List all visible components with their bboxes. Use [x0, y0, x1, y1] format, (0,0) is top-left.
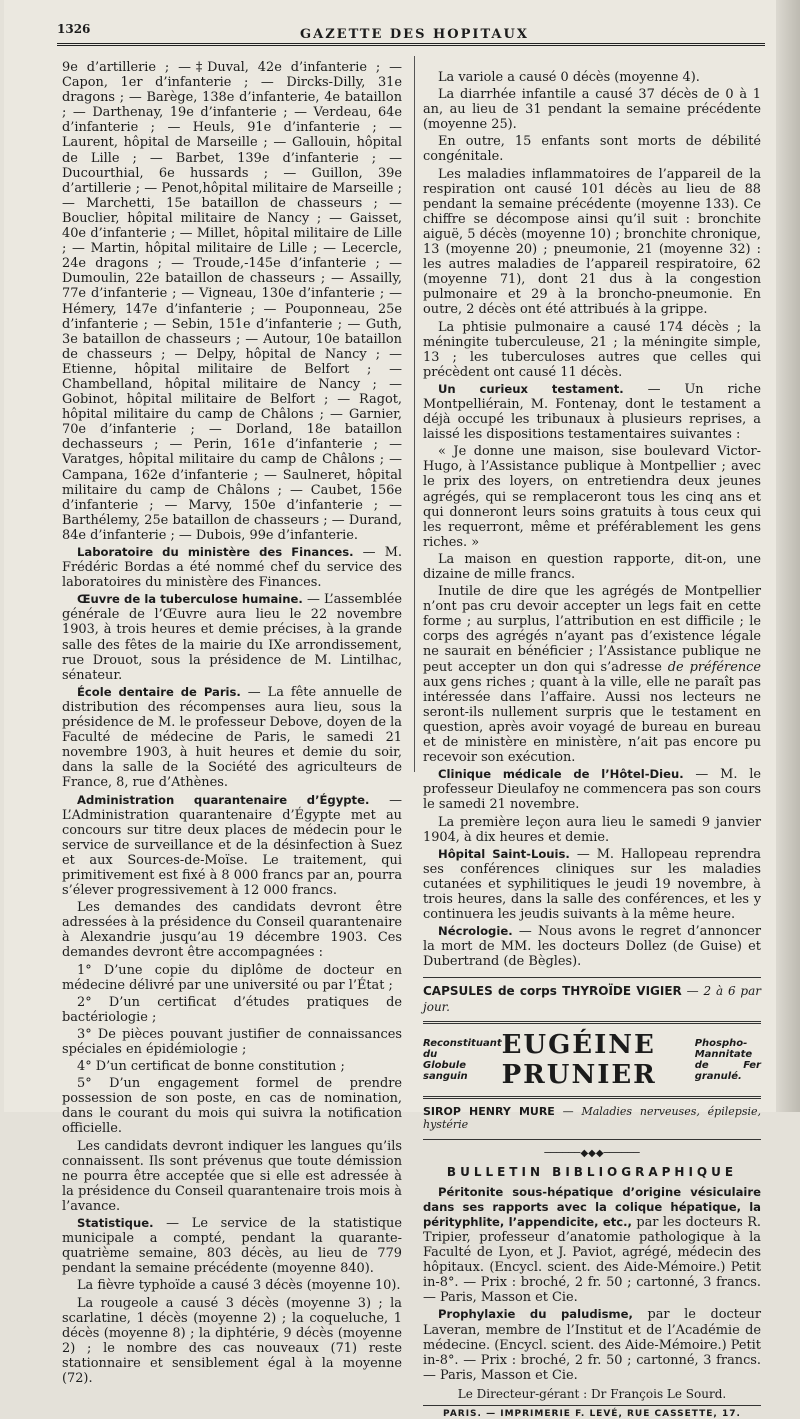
- article-heading: Administration quarantenaire d’Égypte.: [77, 792, 370, 807]
- divider: [423, 1096, 761, 1099]
- article-necrologie: Nécrologie. — Nous avons le regret d’annoncer la mort de MM. les docteurs Dollez (de Guise) et Dubertrand (de Bègles).: [423, 924, 761, 970]
- advert-brand: EUGÉINE PRUNIER: [501, 1029, 657, 1090]
- header-rule: [57, 43, 765, 46]
- article-heading: Laboratoire du ministère des Finances.: [77, 545, 354, 559]
- article-heading: Un curieux testament.: [438, 381, 624, 396]
- article-heading: Clinique médicale de l’Hôtel-Dieu.: [438, 767, 684, 782]
- list-item: 2° D’un certificat d’études pratiques de bactériologie ;: [62, 994, 402, 1025]
- signature: Le Directeur-gérant : Dr François Le Sourd.: [423, 1387, 761, 1406]
- ornament-icon: ──────◆◆◆──────: [544, 1147, 640, 1159]
- promotions-list: 9e d’artillerie ; —‡Duval, 42e d’infanterie ; — Capon, 1er d’infanterie ; — Dircks-Dilly, 31e dragons ; — Barège, 138e d’infanterie, 4e bataillon ; — Darthenay, 19e d’infanterie ; — Verdeau, 64e d’infanterie ; — Heuls, 91e d’infanterie ; — Laurent, hôpital de Marseille ; — Gallouin, hôpital de Lille ; — Barbet, 139e d’infanterie ; — Ducourthial, 6e hussards ; — Guillon, 39e d’artillerie ; — Penot,hôpital militaire de Marseille ; — Marchetti, 15e bataillon de chasseurs ; — Bouclier, hôpital militaire de Nancy ; — Gaisset, 40e d’infanterie ; — Millet, hôpital militaire de Lille ; — Martin, hôpital militaire de Lille ; — Lecercle, 24e dragons ; — Troude,‑145e d’infanterie ; — Dumoulin, 22e bataillon de chasseurs ; — Assailly, 77e d’infanterie ; — Vigneau, 130e d’infanterie ; — Hémery, 147e d’infanterie ; — Pouponneau, 25e d’infanterie ; — Sebin, 151e d’infanterie ; — Guth, 3e bataillon de chasseurs ; — Autour, 10e bataillon de chasseurs ; — Delpy, hôpital de Nancy ; — Etienne, hôpital militaire de Belfort ; — Chambelland, hôpital militaire de Nancy ; — Gobinot, hôpital militaire de Belfort ; — Ragot, hôpital militaire du camp de Châlons ; — Garnier, 70e d’infanterie ; — Dorland, 18e bataillon dechasseurs ; — Perin, 161e d’infanterie ; — Varatges, hôpital militaire du camp de Châlons ; — Campana, 162e d’infanterie ; — Saulneret, hôpital militaire du camp de Châlons ; — Caubet, 156e d’infanterie ; — Marvy, 150e d’infanterie ; — Barthélemy, 25e bataillon de chasseurs ; — Durand, 84e d’infanterie ; — Dubois, 99e d’infanterie.: [62, 60, 402, 543]
- paragraph: Les candidats devront indiquer les langues qu’ils connaissent. Ils sont prévenus que toute démission ne pourra être acceptée que si elle est adressée à la présidence du Conseil quarantenaire trois mois à l’avance.: [62, 1138, 402, 1214]
- left-column: [62, 60, 402, 1388]
- article-heading: Hôpital Saint-Louis.: [438, 846, 570, 861]
- paragraph: La diarrhée infantile a causé 37 décès de 0 à 1 an, au lieu de 31 pendant la semaine précédente (moyenne 25).: [423, 87, 761, 133]
- article-heading: Œuvre de la tuberculose humaine.: [77, 592, 303, 607]
- bulletin-heading: BULLETIN BIBLIOGRAPHIQUE: [446, 1164, 738, 1179]
- list-item: 1° D’une copie du diplôme de docteur en médecine délivré par une université ou par l’État ;: [62, 962, 402, 993]
- list-item: 5° D’un engagement formel de prendre possession de son poste, en cas de nomination, dans le courant du mois qui suivra la notification officielle.: [62, 1076, 402, 1137]
- article-laboratoire: Laboratoire du ministère des Finances. — M. Frédéric Bordas a été nommé chef du service des laboratoires du ministère des Finances.: [62, 545, 402, 591]
- article-statistique: Statistique. — Le service de la statistique municipale a compté, pendant la quarante-quatrième semaine, 803 décès, au lieu de 779 pendant la semaine précédente (moyenne 840).: [62, 1216, 402, 1277]
- article-hopital: Hôpital Saint-Louis. — M. Hallopeau reprendra ses conférences cliniques sur les maladies cutanées et syphilitiques le jeudi 19 novembre, à trois heures, dans la salle des conférences, et les y continuera les jeudis suivants à la même heure.: [423, 846, 761, 923]
- paragraph: Inutile de dire que les agrégés de Montpellier n’ont pas cru devoir accepter un legs fait en cette forme ; au surplus, l’attribution en est difficile ; le corps des agrégés n’ayant pas d’existence légale ne saurait en bénéficier ; l’Assistance publique ne peut accepter un don qui s’adresse de préférence aux gens riches ; quant à la ville, elle ne paraît pas intéressée dans l’affaire. Aussi nos lecteurs ne seront-ils nullement surpris que le testament en question, après avoir voyagé de bureau en bureau et de ministère en ministère, n’ait pas encore pu recevoir son exécution.: [423, 584, 761, 766]
- column-divider: [414, 56, 415, 772]
- paragraph: La phtisie pulmonaire a causé 174 décès ; la méningite tuberculeuse, 21 ; la méningite simple, 13 ; les tuberculoses autres que celles qui précèdent ont causé 11 décès.: [423, 319, 761, 380]
- imprint: PARIS. — IMPRIMERIE F. LEVÉ, RUE CASSETTE, 17.: [443, 1409, 741, 1419]
- divider: [423, 977, 761, 978]
- paragraph: La rougeole a causé 3 décès (moyenne 3) ; la scarlatine, 1 décès (moyenne 2) ; la coqueluche, 1 décès (moyenne 8) ; la diphtérie, 9 décès (moyenne 2) ; le nombre des cas nouveaux (71) reste stationnaire et sensiblement égal à la moyenne (72).: [62, 1295, 402, 1386]
- quotation: « Je donne une maison, sise boulevard Victor-Hugo, à l’Assistance publique à Montpellier ; avec le prix des loyers, on entretiendra deux jeunes agrégés, qui se remplaceront tous les cinq ans et qui donneront leurs soins gratuits à tous ceux qui les requerront, même et préférablement les gens riches. »: [423, 444, 761, 550]
- book-entry: Péritonite sous-hépatique d’origine vésiculaire dans ses rapports avec la colique hépatique, la pérityphlite, l’appendicite, etc., par les docteurs R. Tripier, professeur d’anatomie pathologique à la Faculté de Lyon, et J. Paviot, agrégé, médecin des hôpitaux. (Encycl. scient. des Aide-Mémoire.) Petit in-8°. — Prix : broché, 2 fr. 50 ; cartonné, 3 francs. — Paris, Masson et Cie.: [423, 1184, 761, 1306]
- list-item: 4° D’un certificat de bonne constitution ;: [77, 1059, 345, 1075]
- article-oeuvre: Œuvre de la tuberculose humaine. — L’assemblée générale de l’Œuvre aura lieu le 22 novembre 1903, à trois heures et demie précises, à la grande salle des fêtes de la mairie du IXe arrondissement, rue Drouot, sous la présidence de M. Lintilhac, sénateur.: [62, 592, 402, 683]
- advert-sirop: SIROP HENRY MURE — Maladies nerveuses, épilepsie, hystérie: [423, 1104, 761, 1131]
- page-title: GAZETTE DES HOPITAUX: [300, 27, 529, 42]
- advert-eugeine: [423, 1030, 761, 1090]
- paragraph: La première leçon aura lieu le samedi 9 janvier 1904, à dix heures et demie.: [423, 814, 761, 845]
- page-number: 1326: [57, 22, 91, 36]
- book-title: Péritonite sous-hépatique d’origine vésiculaire dans ses rapports avec la colique hépatique, la pérityphlite, l’appendicite, etc.,: [423, 1184, 761, 1229]
- article-testament: Un curieux testament. — Un riche Montpelliérain, M. Fontenay, dont le testament a déjà occupé les tribunaux à plusieurs reprises, a laissé les dispositions testamentaires suivantes :: [423, 381, 761, 443]
- article-heading: Nécrologie.: [438, 924, 513, 939]
- article-administration: Administration quarantenaire d’Égypte. — L’Administration quarantenaire d’Égypte met au concours sur titre deux places de médecin pour le service de surveillance et de la désinfection à Suez et aux Sources-de-Moïse. Le traitement, qui primitivement est fixé à 8 000 francs par an, pourra s’élever progressivement à 12 000 francs.: [62, 792, 402, 899]
- article-ecole-dentaire: École dentaire de Paris. — La fête annuelle de distribution des récompenses aura lieu, sous la présidence de M. le professeur Debove, doyen de la Faculté de médecine de Paris, le samedi 21 novembre 1903, à huit heures et demie du soir, dans la salle de la Société des agriculteurs de France, 8, rue d’Athènes.: [62, 684, 402, 791]
- book-title: Prophylaxie du paludisme,: [438, 1307, 633, 1322]
- paragraph: La variole a causé 0 décès (moyenne 4).: [438, 70, 700, 85]
- advert-right-text: Phospho-Mannitate de Fer granulé.: [694, 1037, 761, 1082]
- paragraph: Les demandes des candidats devront être adressées à la présidence du Conseil quarantenaire à Alexandrie jusqu’au 19 décembre 1903. Ces demandes devront être accompagnées :: [62, 900, 402, 961]
- paragraph: La maison en question rapporte, dit-on, une dizaine de mille francs.: [423, 551, 761, 582]
- advert-left-text: Reconstituant du Globule sanguin: [423, 1037, 502, 1082]
- right-column: [423, 70, 761, 1419]
- divider: [423, 1021, 761, 1024]
- paragraph: En outre, 15 enfants sont morts de débilité congénitale.: [423, 134, 761, 165]
- book-entry: Prophylaxie du paludisme, par le docteur Laveran, membre de l’Institut et de l’Académie de médecine. (Encycl. scient. des Aide-Mémoire.) Petit in-8°. — Prix : broché, 2 fr. 50 ; cartonné, 3 francs. — Paris, Masson et Cie.: [423, 1307, 762, 1383]
- list-item: 3° De pièces pouvant justifier de connaissances spéciales en épidémiologie ;: [62, 1026, 402, 1057]
- article-heading: École dentaire de Paris.: [77, 684, 241, 699]
- article-heading: Statistique.: [77, 1216, 154, 1231]
- paragraph: La fièvre typhoïde a causé 3 décès (moyenne 10).: [77, 1278, 401, 1294]
- page-edge: [776, 0, 800, 1112]
- advert-capsules: CAPSULES de corps THYROÏDE VIGIER — 2 à 6 par jour.: [423, 984, 761, 1014]
- divider: [423, 1139, 761, 1140]
- article-clinique: Clinique médicale de l’Hôtel-Dieu. — M. le professeur Dieulafoy ne commencera pas son cours le samedi 21 novembre.: [423, 767, 761, 813]
- paragraph: Les maladies inflammatoires de l’appareil de la respiration ont causé 101 décès au lieu de 88 pendant la semaine précédente (moyenne 133). Ce chiffre se décompose ainsi qu’il suit : bronchite aiguë, 5 décès (moyenne 10) ; bronchite chronique, 13 (moyenne 20) ; pneumonie, 21 (moyenne 32) : les autres maladies de l’appareil respiratoire, 62 (moyenne 71), dont 21 dus à la congestion pulmonaire et 29 à la broncho-pneumonie. En outre, 2 décès ont été attribués à la grippe.: [423, 166, 761, 318]
